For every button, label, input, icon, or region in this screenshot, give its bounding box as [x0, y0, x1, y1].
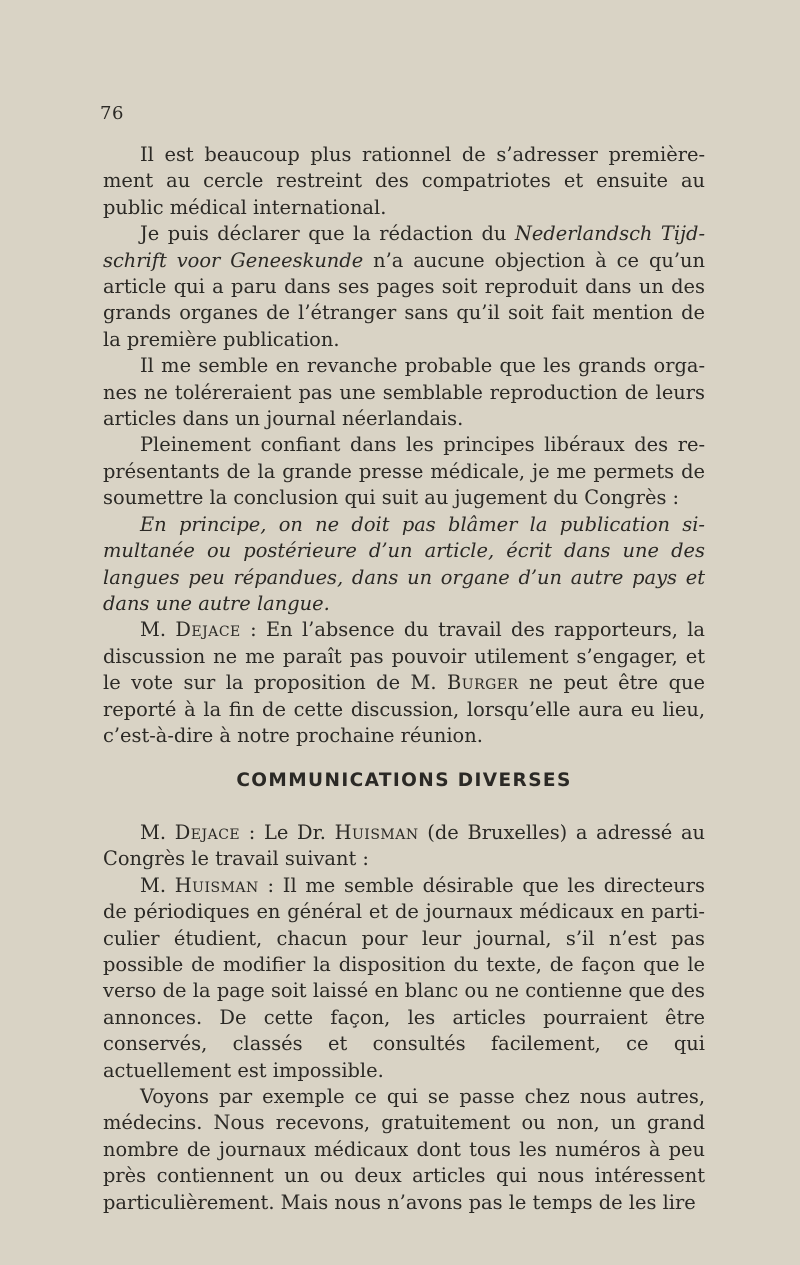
conclusion-paragraph: [103, 512, 705, 618]
paragraph: [103, 142, 705, 221]
paragraph: [103, 432, 705, 511]
paragraph: [103, 221, 705, 353]
text-run: M.: [140, 821, 175, 844]
paragraph: [103, 353, 705, 432]
person-name: Huisman: [334, 821, 419, 844]
text-run: M.: [140, 618, 176, 642]
speaker-name: Dejace: [174, 821, 241, 844]
page-number: 76: [100, 103, 124, 124]
text-run: : En l’absence du travail des rapporteurs, la discussion ne me paraît pas pouvoir utilement s’engager, et le vote sur la proposition de M.: [103, 618, 705, 695]
text-run: Il est beaucoup plus rationnel de s’adresser première-ment au cercle restreint des compatriotes et ensuite au public médical international.: [103, 143, 705, 219]
journal-title: Nederlandsch Tijd-schrift voor Geneeskunde: [103, 222, 705, 272]
text-block-after: [103, 820, 705, 1216]
text-run: Voyons par exemple ce qui se passe chez nous autres, médecins. Nous recevons, gratuitement ou non, un grand nombre de journaux médicaux dont tous les numéros à peu près contiennent un ou deux articles qui nous intéressent particulièrement. Mais nous n’avons pas le temps de les lire: [103, 1085, 705, 1214]
text-run: En principe, on ne doit pas blâmer la publication si-multanée ou postérieure d’un article, écrit dans une des langues peu répandues, dans un organe d’un autre pays et dans une autre langue.: [103, 512, 705, 615]
text-run: Il me semble en revanche probable que les grands orga-nes ne toléreraient pas une semblable reproduction de leurs articles dans un journal néerlandais.: [103, 354, 705, 431]
paragraph: [103, 1084, 705, 1216]
text-run: Pleinement confiant dans les principes libéraux des re-présentants de la grande presse médicale, je me permets de soumettre la conclusion qui suit au jugement du Congrès :: [103, 433, 705, 510]
text-block-before: [103, 142, 705, 749]
paragraph: [103, 617, 705, 749]
text-run: Je puis déclarer que la rédaction du: [140, 222, 515, 246]
speaker-name: Dejace: [175, 618, 241, 642]
paragraph: [103, 873, 705, 1084]
text-run: M.: [140, 873, 175, 897]
text-run: ne peut être que reporté à la fin de cette discussion, lorsqu’elle aura eu lieu, c’est-à-dire à notre prochaine réunion.: [103, 671, 705, 747]
text-run: : Le Dr.: [240, 821, 335, 844]
speaker-name: Huisman: [174, 873, 259, 897]
text-run: : Il me semble désirable que les directeurs de périodiques en général et de journaux médicaux en parti-culier étudient, chacun pour leur journal, s’il n’est pas possible de modifier la disposition du texte, de façon que le verso de la page soit laissé en blanc ou ne contienne que des annonces. De cette façon, les articles pourraient être conservés, classés et consultés facilement, ce qui actuellement est impossible.: [103, 873, 705, 1082]
text-run: n’a aucune objection à ce qu’un article qui a paru dans ses pages soit reproduit dans un des grands organes de l’étranger sans qu’il soit fait mention de la première publication.: [103, 248, 705, 351]
section-heading: COMMUNICATIONS DIVERSES: [236, 770, 572, 791]
paragraph: [103, 820, 705, 873]
text-run: (de Bruxelles) a adressé au Congrès le travail suivant :: [103, 821, 705, 871]
person-name: Burger: [447, 671, 519, 695]
